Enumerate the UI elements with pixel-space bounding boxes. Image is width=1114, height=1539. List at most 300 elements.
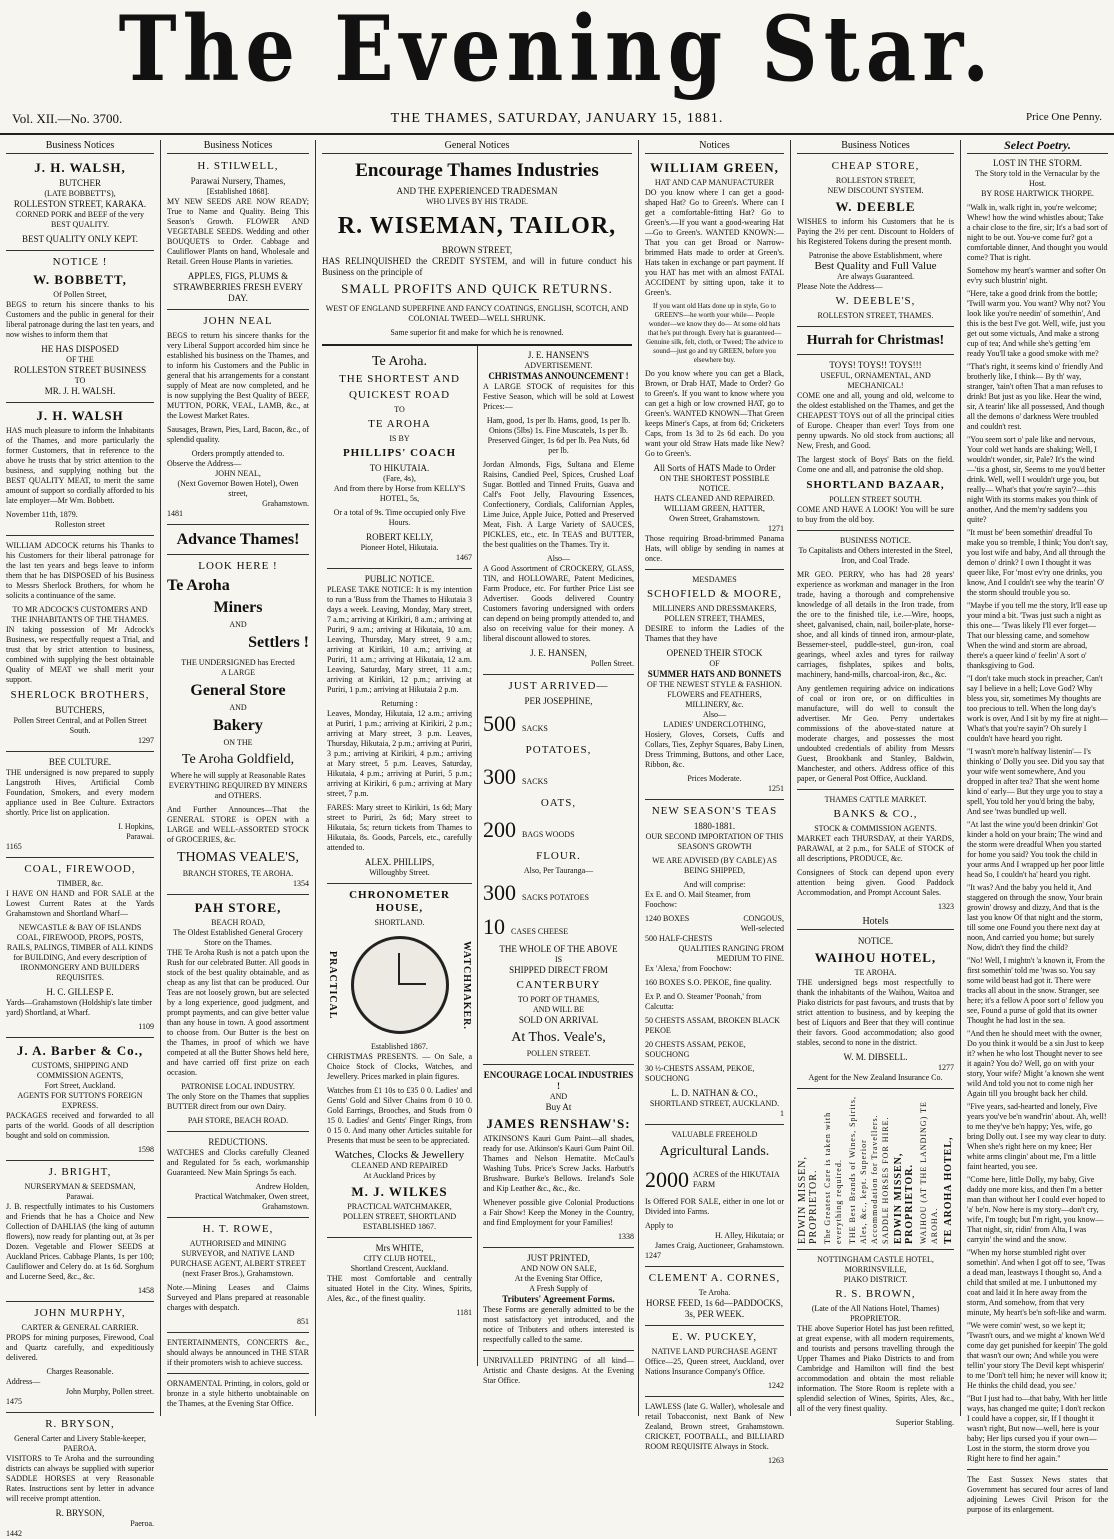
advert-text: OATS, [540, 797, 577, 809]
poem-stanza: "Come here, little Dolly, my baby, Give daddy one more kiss, and then I'm a better man than without her I could ever hoped to 'a' be'n. Now here is my story—don't cry, wife, I'm tough; but I'm right, you know— That night, sir, ridin' from Alta, I was carryin' the wind and the snow. [967, 1175, 1106, 1244]
column-2 [160, 140, 315, 1416]
advert-text: MARKET each THURSDAY, at their YARDS, PARAWAI, at 2 p.m., for SALE of STOCK of all descriptions, PRODUCE, &c. [797, 834, 954, 863]
advert-text: Well-selected [740, 924, 784, 933]
advert-text: TO PORT OF THAMES, [517, 995, 600, 1004]
advert-text: THE above Superior Hotel has just been refitted, at great expense, with all modern requirements, and tourists and persons travelling through the Upper Thames and Piako Districts to and from Cambridge and Hamilton will find the best accommodation and obtain the most reliable information. The Store Room is replete with a splendid selection of Wines, Spirits, Ales, &c., all of the very finest quality. [797, 1324, 954, 1413]
advert-text: Address— [6, 1377, 41, 1386]
advert-number: 1109 [138, 1022, 154, 1031]
quantity: 10 [483, 914, 505, 939]
section-header: Hotels [797, 916, 954, 930]
advert-signature: James Craig, Auctioneer, Grahamstown. [655, 1241, 784, 1250]
advert-address: SHORTLAND. [374, 918, 425, 927]
advert-heading: NOTICE. [857, 936, 894, 946]
advert-text: CONGOUS, [743, 914, 784, 923]
quantity: 2000 [645, 1167, 689, 1192]
advert-heading: Settlers ! [248, 634, 309, 651]
advert-heading: Miners [213, 599, 263, 616]
advert-number: 1458 [138, 1286, 154, 1295]
advert-heading: Best Quality and Full Value [814, 260, 937, 272]
advert-text: BAGS WOODS [522, 830, 575, 839]
advert-address: Of Pollen Street, [53, 290, 107, 299]
advert-text: FLOWERS and FEATHERS, MILLINERY, &c. [667, 690, 762, 709]
advert-name: JOHN NEAL [203, 315, 273, 327]
advert-text: 500 HALF-CHESTS [645, 934, 713, 943]
advert-signature: H. C. GILLESP E. [46, 987, 114, 997]
advert-text: QUALITIES RANGING FROM MEDIUM TO FINE. [678, 944, 784, 963]
poem-stanza: "Here, take a good drink from the bottle; 'Twill warm you. You want? Why not? You look like you're needin' of somethin', And this is the best I've got. Well, wife, just you get out some victuals, And make a strong cup of tea; And while she's getting 'em ready You'll take a good smoke with me? [967, 289, 1106, 358]
advert-number: 1247 [645, 1251, 661, 1260]
advert-text: OF [709, 659, 720, 668]
advert-heading: All Sorts of HATS Made to Order [653, 463, 776, 473]
advert-text: CORNED PORK and BEEF of the very BEST QUALITY. [16, 210, 144, 229]
poem-stanza: "When my horse stumbled right over somethin'. And when I got off to see, 'Twas a dead man, leastways I thought so, And a child that smiled at me. I unbuttoned my coat and laid it In here away from the storm, And somehow, from that very minute, My heart's be'n soft-like and warm. [967, 1248, 1107, 1317]
column-3 [315, 140, 638, 1416]
quantity: 200 [483, 817, 516, 842]
advert-text: Observe the Address— [167, 459, 242, 468]
advert-text: APPLES, FIGS, PLUMS & STRAWBERRIES FRESH EVERY DAY. [173, 271, 303, 303]
advert-text: Any gentlemen requiring advice on indications of coal or iron ore, or on difficulties in manufacture, will do well to consult the advertiser. Mr Geo. Perry undertakes commissions of the above-stated nature at moderate charges, and possesses the most undoubted credentials of ability from Messrs Guest, Brookbank and Stanley, Baldwin, Manchester, and others. Address office of this paper, or General Post Office, Auckland. [797, 684, 954, 783]
advert-heading: Hurrah for Christmas! [806, 333, 945, 348]
advert-text: TO [394, 405, 405, 414]
advert-text: Ex 'Alexa,' from Foochow: [645, 964, 732, 973]
advert-address: Yards—Grahamstown (Holdship's late timber yard) Shortland, at Wharf. [6, 998, 153, 1017]
advert-text: [Established 1868]. [206, 187, 270, 196]
advert-text: WISHES to inform his Customers that he is Paying the 2½ per cent. Discount to Holders of his Registered Tokens during the present month. [797, 217, 954, 246]
advert-text: 160 BOXES S.O. PEKOE, fine quality. [645, 978, 772, 987]
advert-text: SACKS [522, 777, 548, 786]
price: Price One Penny. [1026, 111, 1102, 123]
advert-trade: STOCK & COMMISSION AGENTS. [814, 824, 937, 833]
advert-name: W. BOBBETT, [33, 272, 127, 287]
advert-name: NOTTINGHAM CASTLE HOTEL, [817, 1255, 934, 1264]
advert-heading: Te Aroha Goldfield, [181, 752, 295, 767]
advert-text: Charges Reasonable. [46, 1367, 114, 1376]
advert-address: PAH STORE, BEACH ROAD. [187, 1116, 289, 1125]
advert-heading: PATRONISE LOCAL INDUSTRY. [181, 1082, 295, 1091]
advert-address: POLLEN STREET. [526, 1049, 591, 1058]
advert-text: Orders promptly attended to. [191, 449, 285, 458]
advert-text: VISITORS to Te Aroha and the surrounding districts can always be supplied with superior SADDLE HORSES at very Reasonable Rates. Instructions sent by letter in advance will receive prompt attention. [6, 1454, 154, 1503]
advert-text: OPENED THEIR STOCK [666, 648, 763, 658]
poem-stanza: "But I just had to—that baby, With her little ways, has changed me quite; I don't reckon I could have a copper, sir, If I thought it wasn't right, But now—well, here is your baby; Her lips cursed you if your own— Lost in the storm, the storm drove you Right here to find her again." [967, 1394, 1108, 1463]
advert-text: DESIRE to inform the Ladies of the Thames that they have [645, 624, 784, 643]
advert-name: W. DEEBLE'S, [835, 295, 916, 307]
poem-stanza: "It must be' been somethin' dreadful To make you so tremble, I think; You don't say, you lost wife and baby, And all through the demon o' drink? I own I thought it was queer like, For 'most ev'ry one drinks, you know, And I couldn't see why the tearin' O' the storm should trouble you so. [967, 528, 1108, 597]
advert-text: (Fare, 4s), [383, 474, 416, 483]
advert-address: Parawai. [66, 1192, 94, 1201]
poem-stanza: "Five years, sad-hearted and lonely, Five years you've be'n wand'rin' about. Ah, well! to me they've be'n happy; Yes, wife, go bring Dolly out. I see my way clear to duty. When she's right here on my knee; Her white arms clingin' about me, I'm a little faint hearted, you see. [967, 1102, 1107, 1171]
advert-number: 1165 [6, 842, 22, 851]
advert-text: ESTABLISHED 1867. [362, 1222, 437, 1231]
advert-text: VALUABLE FREEHOLD [671, 1130, 758, 1139]
advert-heading: PHILLIPS' COACH [342, 447, 457, 459]
advert-text: HAS RELINQUISHED the CREDIT SYSTEM, and will in future conduct his Business on the principle of [322, 256, 632, 277]
advert-address: POLLEN STREET, THAMES, [664, 614, 765, 623]
advert-text: HORSE FEED, 1s 6d—PADDOCKS, 3s, PER WEEK. [646, 1298, 783, 1319]
advert-address: BROWN STREET, [441, 245, 513, 255]
advert-text: Also— [546, 554, 571, 563]
advert-name: E. W. PUCKEY, [671, 1331, 758, 1343]
advert-text: Ex E. and O. Mail Steamer, from Foochow: [645, 890, 751, 909]
advert-address: Grahamstown. [262, 499, 309, 508]
advert-address: PIAKO DISTRICT. [843, 1275, 908, 1284]
advert-address: Rolleston street [55, 520, 105, 529]
advert-text: Leaves, Monday, Hikutaia, 12 a.m.; arriving at Puriri, 1 p.m.; arriving at Kirikiri, 2 p.m.; arriving at Mary street, 3 p.m. Leaves, Thursday, Hikutaia, 2 p.m.; arriving at Puriri, 3 p.m.; arriving at Kirikiri, 4 p.m.; arriving at Mary street, 5 p.m. Leaves, Saturday, Hikutaia, 4 p.m.; arriving at Puriri, 5 p.m.; arriving at Kirikiri, 6 p.m.; arriving at Mary street, 7 p.m. [327, 709, 473, 798]
advert-text: ACRES of the HIKUTAIA FARM [693, 1170, 780, 1189]
advert-address: Parawai. [126, 832, 154, 841]
advert-address: POLLEN STREET SOUTH. [829, 495, 922, 504]
advert-text: LADIES' UNDERCLOTHING, [663, 720, 766, 729]
advert-text: (LATE BOBBETT'S), [44, 189, 116, 198]
advert-signature: R. BRYSON, [55, 1508, 105, 1518]
advert-signature: JOHN NEAL, [215, 469, 261, 478]
advert-heading: Tributers' Agreement Forms. [502, 1294, 615, 1304]
advert-text: ROLLESTON STREET BUSINESS [13, 365, 147, 375]
advert-heading: Agricultural Lands. [659, 1144, 770, 1159]
advert-text: To Capitalists and Others interested in the Steel, Iron, and Coal Trade. [798, 546, 953, 565]
advert-text: At Auckland Prices by [363, 1171, 436, 1180]
advert-text: ADVERTISEMENT. [524, 361, 593, 370]
advert-trade: MILLINERS AND DRESSMAKERS, [652, 604, 777, 613]
advert-text: SHIPPED DIRECT FROM [509, 965, 608, 975]
advert-text: Where he will supply at Reasonable Rates EVERYTHING REQUIRED BY MINERS and OTHERS. [168, 771, 308, 800]
advert-heading: TOYS! TOYS!! TOYS!!! [829, 360, 922, 370]
poem-stanza: "That's right, it seems kind o' friendly And brotherly like, I think— By th' way, stranger, 'tain't often That a man refuses to drink! But just as you like. Hear the wind, sir, A tearin' like all possessed, And though all the demons o' darkness Were troubled and couldn't rest. [967, 362, 1105, 431]
produce-column [477, 346, 639, 1385]
advert-text: WILLIAM ADCOCK returns his Thanks to his Customers for their liberal patronage for the last ten years and begs leave to inform them that he has DISPOSED of his Business to Messrs Sherlock Brothers, for whom he solicits a continuance of the same. [6, 541, 154, 600]
advert-number: 1467 [456, 553, 472, 562]
advert-address: (Next Governor Bowen Hotel), Owen street, [177, 479, 299, 498]
advert-address: Willoughby Street. [369, 868, 430, 877]
advert-text: UNRIVALLED PRINTING of all kind—Artistic and Chaste designs. At the Evening Star Office. [483, 1356, 634, 1385]
advert-text: NEWCASTLE & BAY OF ISLANDS COAL, FIREWOOD, PROPS, POSTS, RAILS, PALINGS, TIMBER of ALL KINDS for BUILDING, And every description of IRONMONGERY AND BUILDERS REQUISITES. [6, 923, 154, 982]
advert-text: SACKS POTATOES [522, 893, 590, 902]
advert-text: Please Note the Address— [797, 282, 883, 291]
advert-text: Apply to [645, 1221, 674, 1230]
advert-heading: TIMBER, &c. [57, 879, 103, 888]
advert-text: Note.—Mining Leases and Claims Surveyed and Plans prepared at reasonable charges with despatch. [167, 1283, 309, 1312]
quantity: 300 [483, 880, 516, 905]
advert-text: ENTERTAINMENTS, CONCERTS &c., should always be announced in THE STAR if their promoters wish to achieve success. [167, 1338, 309, 1367]
notice-heading: NOTICE ! [52, 256, 108, 268]
advert-text: CHRISTMAS PRESENTS. — On Sale, a Choice Stock of Clocks, Watches, and Jewellery. Prices marked in plain figures. [327, 1052, 472, 1081]
column-1 [0, 140, 160, 1538]
poem-author: BY ROSE HARTWICK THORPE. [981, 189, 1094, 198]
advert-number: 1354 [293, 879, 309, 888]
advert-text: The largest stock of Boys' Bats on the field. Come one and all, and patronise the old shop. [797, 455, 954, 474]
masthead [0, 0, 1114, 110]
advert-name: JOHN MURPHY, [34, 1307, 126, 1319]
advert-text: Sausages, Brawn, Pies, Lard, Bacon, &c., of splendid quality. [167, 425, 309, 444]
advert-text: BEST QUALITY ONLY KEPT. [21, 234, 139, 244]
advert-text: SOLD ON ARRIVAL [518, 1015, 599, 1025]
coach-column [322, 346, 477, 1366]
advert-heading: TE AROHA [368, 418, 431, 430]
advert-text: AND NOW ON SALE, [520, 1264, 597, 1273]
advert-name: R. WISEMAN, TAILOR, [337, 213, 617, 239]
advert-address: POLLEN STREET, SHORTLAND [342, 1212, 457, 1221]
advert-address: ROLLESTON STREET, KARAKA. [13, 199, 147, 209]
poem-stanza: "We were comin' west, so we kept it; 'Twasn't ours, and we might a' known We'd come day get punished for keepin' The gold that wasn't our own; And while you were tellin' your story The Devil kept whisperin' to me 'Don't tell him; he never will know it; He thinks the child dead, you see.' [967, 1321, 1108, 1390]
clock-icon [351, 936, 449, 1034]
advert-text: Is Offered FOR SALE, either in one lot or Divided into Farms. [645, 1197, 784, 1216]
advert-number: 1271 [768, 524, 784, 533]
advert-text: COME AND HAVE A LOOK! You will be sure to buy from the old boy. [797, 505, 954, 524]
poem-stanza: "At last the wine you'd been drinkin' Got kinder a hold on your brain; The wind and the storm were dreadful When you started for home you said? You took the child in your arms And I wrapped up her poor little head So, I couldn't ha' heard you right. [967, 820, 1105, 879]
advert-name: CLEMENT A. CORNES, [648, 1272, 781, 1284]
advert-trade: CARTER & GENERAL CARRIER. [21, 1323, 139, 1332]
column-header: Notices [645, 140, 784, 154]
advert-text: And from there by Horse from KELLY'S HOTEL, 5s, [333, 484, 466, 503]
advert-heading: Te Aroha. [371, 354, 427, 369]
advert-name: W. DEEBLE [835, 199, 916, 214]
advert-name: R. S. BROWN, [835, 1288, 916, 1300]
advert-text: WATCHES and Clocks carefully Cleaned and Regulated for 5s each, workmanship Guaranteed. New Main Springs 5s each. [167, 1148, 309, 1177]
advert-text: IN taking possession of Mr Adcock's Business, we respectfully request a Trial, and trust that by strict attention to business, combined with supplying the best obtainable Quality of MEAT we shall merit your support. [6, 625, 154, 684]
column-header: Business Notices [6, 140, 154, 154]
advert-heading: NEW SEASON'S TEAS [651, 805, 778, 817]
volume-number: Vol. XII.—No. 3700. [12, 111, 123, 126]
poem-stanza: "You seem sort o' pale like and nervous, Your cold wet hands are shaking; Well, I wouldn't wonder, sir, Pale? It's the wind—'tis a ghost, sir, Seems to me you'd better drink. Well, well I wouldn't urge you, but really— What's that you're sayin'?—this night With its storms makes you think of another, And the mem'ry saddens you quite? [967, 435, 1106, 524]
advert-heading: Encourage Thames Industries [355, 160, 599, 181]
advert-text: Same superior fit and make for which he is renowned. [390, 328, 564, 337]
advert-number: 1181 [456, 1308, 472, 1317]
advert-text: THE most Comfortable and centrally situated Hotel in the City. Wines, Spirits, Ales, &c., of the finest quality. [327, 1274, 472, 1303]
advert-trade: BUTCHER [58, 178, 101, 188]
poem-stanza: "Maybe if you tell me the story, It'll ease up your mind a bit. 'Twas just such a night as this one— 'Twas likely I'll ever forget— That our blessing came, and somehow When the wind and storm are abroad, there's a queer kind o' feelin' A sort o' thanksgiving to God. [967, 601, 1108, 670]
advert-signature: W. M. DIBSELL. [843, 1052, 908, 1062]
advert-trade: PRACTICAL WATCHMAKER, [347, 1202, 452, 1211]
column-header: General Notices [322, 140, 632, 154]
advert-text: A LARGE STOCK of requisites for this Festive Season, which will be sold at Lowest Prices:— [483, 382, 634, 411]
advert-text: OUR SECOND IMPORTATION OF THIS SEASON'S GROWTH [645, 832, 784, 851]
advert-text: WAIHOU (AT THE LANDING) TE AROHA. [919, 1101, 940, 1244]
advert-text: Agent for the New Zealand Insurance Co. [808, 1073, 943, 1082]
advert-text: Jordan Almonds, Figs, Sultana and Eleme Raisins, Candied Peel, Spices, Crushed Loaf Sugar. Bottled and Tinned Fruits, Guava and Calf's Foot Jelly, Flavouring Essences, Confectionery, Cordials, Californian Apples, Lime Juice, Apple Juice, Potted and Preserved Meat, Fish. A Large Variety of SAUCES, PICKLES, etc., etc. In TEAS and BUTTER, the best qualities on the Thames. Try it. [483, 460, 634, 549]
advert-text: TE AROHA HOTEL, [942, 1136, 954, 1244]
poem-title: LOST IN THE STORM. [992, 158, 1082, 168]
advert-name: At Thos. Veale's, [511, 1030, 606, 1045]
advert-heading: QUICKEST ROAD [348, 389, 451, 401]
advert-text: Those requiring Broad-brimmed Panama Hats, will oblige by sending in names at once. [645, 534, 784, 563]
quantity: 500 [483, 711, 516, 736]
advert-text: WEST OF ENGLAND SUPERFINE AND FANCY COATINGS, ENGLISH, SCOTCH, AND COLONIAL TWEED—WELL SHRUNK. [325, 304, 629, 323]
advert-number: 1242 [768, 1381, 784, 1390]
advert-heading: Advance Thames! [176, 531, 300, 548]
advert-name: J. A. Barber & Co., [16, 1043, 144, 1058]
advert-text: 20 CHESTS ASSAM, PEKOE, SOUCHONG [645, 1040, 746, 1059]
news-item: The East Sussex News states that Government has secured four acres of land adjoining Lewes Civil Prison for the purpose of its enlargement. [967, 1475, 1108, 1514]
newspaper-title: The Evening Star. [118, 0, 996, 102]
advert-name: SHORTLAND BAZAAR, [806, 479, 945, 491]
advert-name: J. H. WALSH [36, 408, 124, 423]
advert-trade: General Carter and Livery Stable-keeper, PAEROA. [14, 1434, 146, 1453]
poem-stanza: "Walk in, walk right in, you're welcome; Whew! how the wind whistles about; Take a chair close to the fire, sir; It's a bad sort of night to be out. You-ve come fur? got a comfortable dinner, And thought you would come? That is right. [967, 203, 1108, 262]
advert-address: Shortland Crescent, Auckland. [350, 1264, 449, 1273]
advert-text: Ex P. and O. Steamer 'Poonah,' from Calcutta: [645, 992, 762, 1011]
advert-text: TO HIKUTAIA. [369, 463, 430, 473]
poem-stanza: "And then he should meet with the owner, Do you think it would be a sin Just to keep it? when he who lost Thought never to see it again? You do? Well, go on with your story, Your wife? Might 'a known she went wild And told you not to come nigh her Again till you brought back her child. [967, 1029, 1105, 1098]
advert-heading: THAMES CATTLE MARKET. [824, 795, 927, 804]
advert-heading: Bakery [213, 717, 263, 734]
advert-text: AND THE EXPERIENCED TRADESMAN [396, 186, 558, 196]
advert-address: Pollen Street Central, and at Pollen Street South. [13, 716, 147, 735]
advert-text: 1240 BOXES [645, 914, 690, 923]
advert-text: CANTERBURY [516, 979, 601, 991]
advert-text: The Oldest Established General Grocery Store on the Thames. [173, 928, 303, 947]
advert-text: Do you know where you can get a Black, Brown, or Drab HAT, Made to Order? Go to Green's. If you want to know where you can get a high or low crowned HAT, go to Green's. WANTED KNOWN—That Green keeps Miner's Caps, at from 6d; Cricketers Caps, from 1s 3d to 2s 6d each. Do you want your old Straw Hats made like New? Go to Green's. [645, 369, 784, 458]
advert-text: Ham, good, 1s per lb. Hams, good, 1s per lb. Onions (5lbs) 1s. Fine Muscatels, 1s per lb. Preserved Ginger, 1s 6d per lb. Pea Nuts, 6d per lb. [486, 416, 631, 455]
advert-text: And will comprise: [683, 880, 746, 889]
issue-date: THE THAMES, SATURDAY, JANUARY 15, 1881. [390, 111, 724, 126]
advert-name: WAIHOU HOTEL, [814, 950, 937, 965]
advert-text: Superior Stabling. [895, 1418, 954, 1427]
advert-text: BEGS to return his sincere thanks for the very Liberal Support accorded him since he established his business on the Thames, and to inform his Customers and the Public in general that his arrangements for a constant supply of Meat are now completed, and he is now supplying the Best Quality of BEEF, MUTTON, PORK, VEAL, LAMB, &c., at the Lowest Market Rates. [167, 331, 309, 420]
advert-text: THE UNDERSIGNED has Erected [181, 658, 295, 667]
advert-text: I HAVE ON HAND and FOR SALE at the Lowest Current Rates at the Yards Grahamstown and Shortland Wharf— [6, 889, 154, 918]
advert-text: PACKAGES received and forwarded to all parts of the world. Goods of all description bought and sold on commission. [6, 1111, 154, 1140]
advert-text: USEFUL, ORNAMENTAL, AND MECHANICAL! [820, 371, 931, 390]
advert-number: 851 [297, 1317, 309, 1326]
advert-name: WILLIAM GREEN, [650, 160, 779, 175]
advert-address: ROLLESTON STREET, [835, 176, 916, 185]
advert-trade: Parawai Nursery, Thames, [190, 176, 286, 186]
advert-text: A LARGE [221, 668, 255, 677]
advert-text: PLEASE TAKE NOTICE: It is my intention to run a 'Buss from the Thames to Hikutaia 3 days a week. Leaving, Monday, Mary street, 7 a.m.; arriving at Kirikiri, 8 a.m.; arriving at Puriri, 9 a.m.; arriving at Hikutaia, 10 a.m. Leaving, Thursday, Mary street, 9 a.m.; arriving at Kirikiri, 10 a.m.; arriving at Puriri, 11 a.m.; arriving at Hikutaia, 12 a.m. Leaving, Saturday, Mary street, 11 a.m.; arriving at Kirikiri, 12 p.m.; arriving at Puriri, 1 p.m.; arriving at Hikutaia 2 p.m. [327, 585, 472, 694]
advert-name: JAMES RENSHAW'S: [486, 1116, 631, 1131]
advert-signature: ALEX. PHILLIPS, [364, 857, 435, 867]
advert-text: NEW DISCOUNT SYSTEM. [827, 186, 924, 195]
advert-text: These Forms are generally admitted to be the most satisfactory yet introduced, and the notice of Tributers and others interested is respectfully called to the same. [483, 1305, 634, 1344]
advert-text: MR GEO. PERRY, who has had 28 years' experience as workman and manager in the Iron trade, having a thorough and comprehensive knowledge of all details in the Iron trade, from the ore to the finished tile, i.e.—Wire, hoops, sheet, galvanised, chain, nail, boiler-plate, horse-shoe, and all kinds of tinned iron, armour-plate, Bessemer-steel, puddle-steel, gun-iron, coal gearings, wheel axles and tyres for railway carriages, fishplates, spikes and bolts, machinery, hand-mills, charcoal-iron, &c., &c. [797, 570, 954, 679]
advert-trade: NATIVE LAND PURCHASE AGENT [651, 1347, 778, 1356]
advert-trade: BUTCHERS, [55, 705, 105, 715]
advert-text: HATS CLEANED AND REPAIRED. [654, 494, 775, 503]
advert-address: Owen Street, Grahamstown. [669, 514, 760, 523]
advert-heading: SUMMER HATS AND BONNETS [647, 669, 782, 679]
advert-text: Patronise the above Establishment, where [808, 251, 943, 260]
advert-number: 1442 [6, 1529, 22, 1538]
advert-trade: CUSTOMS, SHIPPING AND COMMISSION AGENTS, [31, 1061, 129, 1080]
advert-text: Established 1867. [371, 1042, 428, 1051]
advert-text: IS BY [389, 434, 410, 443]
advert-signature: ROBERT KELLY, [366, 532, 433, 542]
advert-text: Prices Moderate. [687, 774, 742, 783]
advert-text: Hosiery, Gloves, Corsets, Cuffs and Collars, Ties, Zephyr Squares, Baby Linen, Dress Trimming, Buttons, and other Lace, Ribbon, &c. [645, 730, 784, 769]
advert-text: CASES CHEESE [511, 927, 569, 936]
advert-text: COME one and all, young and old, welcome to the oldest established on the Thames, and get the CHEAPEST TOYS out of all the principal cities of Europe. Cheaper than ever! Toys from one penny upwards. No old stock from auctions; all New, Fresh, and Good. [797, 391, 954, 450]
advert-signature: H. Alley, Hikutaia; or [714, 1231, 784, 1240]
advert-text: THE undersigned is now prepared to supply Langstroth Hives, Artificial Comb Foundation, Smokers, and every modern appliance used in Bee Culture. Extractors shortly. Price list on application. [6, 768, 154, 817]
rotated-hotel-advert [797, 1094, 954, 1244]
advert-text: FLOUR. [536, 850, 581, 862]
advert-heading: JUST ARRIVED— [508, 680, 609, 692]
poem-stanza: "No! Well, I mightn't 'a known it, From the first somethin' told me 'twas so. You say some wild beast had got it. There were tracks all about in the snow. Stranger, see here; it's a fellow A poor sort o' fellow you see, Found a purse of gold that its owner Thought he had lost in the sea. [967, 956, 1105, 1025]
column-header: Select Poetry. [967, 140, 1108, 154]
advert-text: SACKS [522, 724, 548, 733]
advert-date: November 11th, 1879. [6, 510, 78, 519]
advert-number: 1323 [938, 902, 954, 911]
advert-name: SHERLOCK BROTHERS, [10, 689, 150, 701]
advert-heading: General Store [190, 682, 286, 699]
advert-address: John Murphy, Pollen street. [65, 1387, 154, 1396]
advert-text: ON THE [223, 738, 253, 747]
advert-text: AND [229, 703, 247, 712]
advert-address: ROLLESTON STREET, THAMES. [817, 311, 934, 320]
advert-address: TE AROHA. [854, 968, 897, 977]
advert-name: J. BRIGHT, [48, 1166, 112, 1178]
advert-address: SHORTLAND STREET, AUCKLAND. [649, 1099, 780, 1108]
advert-address: Pioneer Hotel, Hikutaia. [360, 543, 439, 552]
advert-text: AUTHORISED and MINING SURVEYOR, and NATIVE LAND PURCHASE AGENT, ALBERT STREET (next Fraser Bros.), Grahamstown. [170, 1239, 306, 1278]
advert-text: BEGS to return his sincere thanks to his Customers and the public in general for their liberal patronage during the last ten years, and now wishes to inform them that [6, 300, 154, 339]
advert-text: WE ARE ADVISED (BY CABLE) AS BEING SHIPPED, [652, 856, 777, 875]
advert-text: Also— [702, 710, 727, 719]
advert-text: At the Evening Star Office, [514, 1274, 603, 1283]
advert-heading: PUBLIC NOTICE. [364, 574, 435, 584]
advert-text: AND [549, 1092, 568, 1101]
advert-text: THE Te Aroha Rush is not a patch upon the Rush for our celebrated Butter. All goods in stock of the best quality obtainable, and as cheap as any list that can be produced. Our Teas are not loosely grown, but are selected by a long experience, good judgment, and prompt payments, and can give better value than any house in town. A good assortment to choose from. Our Butter is the best on the Thames, in proof of which we have competed at all the Butter Shows held here, and have carried off first prize on each occasion. [167, 948, 309, 1077]
advert-text: PER JOSEPHINE, [524, 696, 593, 706]
advert-text: AND [229, 620, 247, 629]
advert-text: The Greatest Care is taken with everything required. [822, 1111, 843, 1244]
advert-text: AGENTS FOR SUTTON'S FOREIGN EXPRESS. [17, 1091, 143, 1110]
advert-signature: WILLIAM GREEN, HATTER, [664, 504, 765, 513]
advert-text: ATKINSON'S Kauri Gum Paint—all shades, ready for use. Atkinson's Kauri Gum Paint Oil. Thames and Nelson Hematite. McCaul's Washing Tubs. Price's Screw Jacks. Harbutt's Brushware. Burke's Bellows. Ireland's Sole and Kip Leather &c., &c., &c. [483, 1134, 634, 1193]
advert-text: THE WHOLE OF THE ABOVE [499, 944, 618, 954]
advert-text: WATCHMAKER. [461, 940, 472, 1030]
advert-text: WHO LIVES BY HIS TRADE. [426, 197, 528, 206]
advert-name: BANKS & CO., [833, 808, 918, 820]
advert-text: DO you know where I can get a good-shaped Hat? Go to Green's. Where can I get a comfortable-fitting Hat? Go to Green's.—If you want a good-wearing Hat—Go to Green's. WANTED KNOWN:—That you can get Broad or Narrow-brimmed Hats made to order at Green's. Hats taken in exchange or part payment. If you HAT has met with an almost FATAL ACCIDENT by sitting upon, take it to Green's. [645, 188, 784, 297]
advert-text: HE HAS DISPOSED [41, 344, 119, 354]
advert-address: BEACH ROAD, [211, 918, 265, 927]
advert-text: CITY CLUB HOTEL, [363, 1254, 436, 1263]
column-4 [638, 140, 790, 1465]
advert-text: LAWLESS (late G. Waller), wholesale and retail Tobacconist, next Bank of New Zealand, Brown street, Grahamstown. CRICKET, FOOTBALL, and BILLIARD ROOM REQUISITE Always in Stock. [645, 1402, 784, 1451]
advert-heading: JUST PRINTED, [527, 1253, 590, 1263]
advert-number: 1598 [138, 1145, 154, 1154]
advert-name: SCHOFIELD & MOORE, [646, 588, 783, 600]
advert-number: 1481 [167, 509, 183, 518]
advert-address: Pollen Street. [590, 659, 634, 668]
advert-address: BRANCH STORES, TE AROHA. [182, 869, 294, 878]
advert-name: PAH STORE, [194, 900, 282, 915]
advert-text: MY NEW SEEDS ARE NOW READY; True to Name and Quality. Being This Season's Growth. FLOWER AND VEGETABLE SEEDS. Wedding and other BOUQUETS to Order. Cabbage and Cauliflower Plants on hand, Wholesale and Retail. Green House Plants in varieties. [167, 197, 309, 266]
advert-text: 1880-1881. [693, 821, 736, 831]
advert-address: MORRINSVILLE, [844, 1265, 907, 1274]
advert-signature: I. Hopkins, [118, 822, 154, 831]
advert-text: OF THE NEWEST STYLE & FASHION. [646, 680, 783, 689]
advert-number: 1338 [618, 1232, 634, 1241]
advert-text: Whenever possible give Colonial Productions a Fair Show! Keep the Money in the Country, and find Employment for your Families! [483, 1198, 634, 1227]
poem-stanzas [967, 203, 1108, 1464]
advert-text: CLEANED AND REPAIRED [351, 1161, 448, 1170]
poem-stanza: "I don't take much stock in preacher, Can't say I believe in a hell; Love God? Why bless you, sir, sometimes My thoughts are too precious to tell. When the long day's work is over, And I sit by my fire at night— What's that you're sayin'? Oh surely I couldn't have heard you right. [967, 674, 1108, 743]
advert-heading: COAL, FIREWOOD, [24, 863, 136, 875]
advert-text: PRACTICAL [327, 950, 338, 1020]
advert-text: The only Store on the Thames that supplies BUTTER direct from our own Dairy. [167, 1092, 309, 1111]
advert-name: R. BRYSON, [45, 1418, 115, 1430]
advert-name: J. H. WALSH, [34, 160, 126, 175]
quantity: 300 [483, 764, 516, 789]
advert-text: OF THE [66, 355, 94, 364]
advert-number: 1 [780, 1109, 784, 1118]
advert-name: H. STILWELL, [197, 160, 279, 172]
advert-number: 1297 [138, 736, 154, 745]
advert-text: Are always Guaranteed. [836, 272, 915, 281]
column-6 [960, 138, 1114, 1514]
